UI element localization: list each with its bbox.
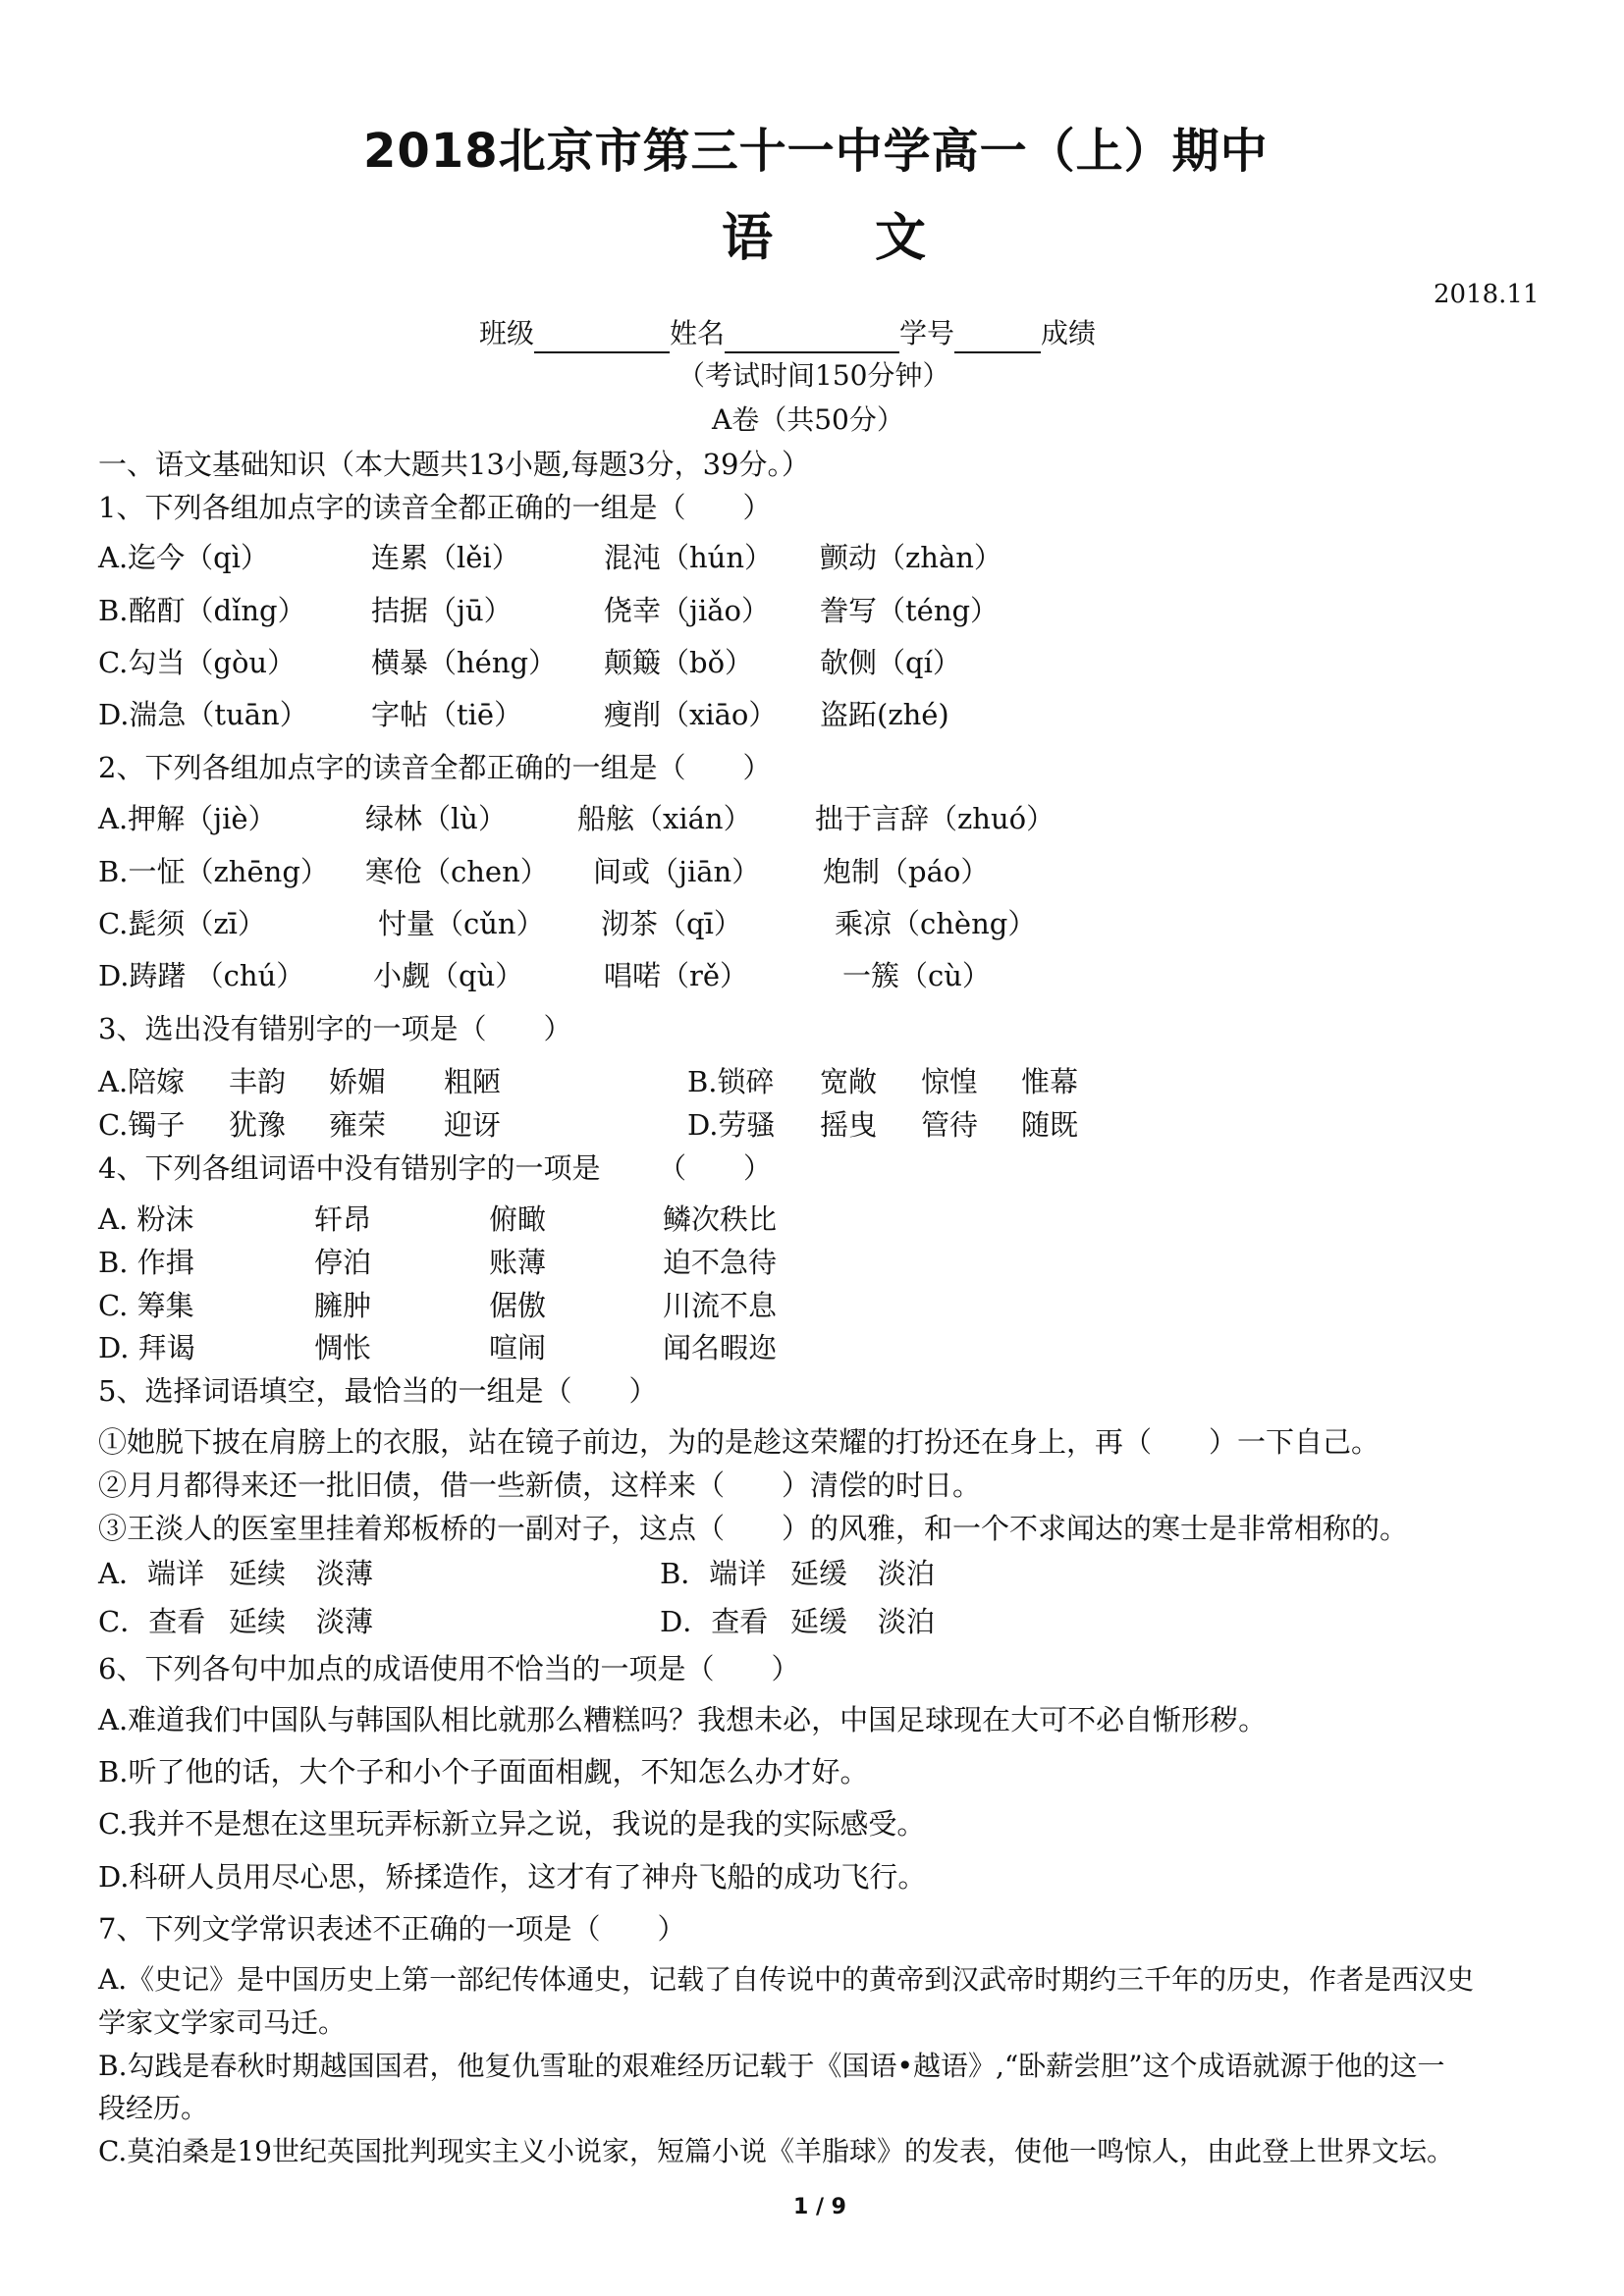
- q5-option-a-3: 淡薄: [316, 1557, 374, 1590]
- q2-d-1: D.踌躇 （chú）: [98, 959, 305, 992]
- q4-b-1: B. 作揖: [98, 1246, 194, 1279]
- q5-sentence-3: ③王淡人的医室里挂着郑板桥的一副对子，这点（ ）的风雅，和一个不求闻达的寒士是非常相称的。: [98, 1512, 1409, 1545]
- q5-option-a-1: A．端详: [98, 1557, 204, 1590]
- q3-stem: 3、选出没有错别字的一项是（ ）: [98, 1012, 572, 1045]
- q6-option-a: A.难道我们中国队与韩国队相比就那么糟糕吗？我想未必，中国足球现在大可不必自惭形秽。: [98, 1703, 1268, 1736]
- q6-option-b: B.听了他的话，大个子和小个子面面相觑，不知怎么办才好。: [98, 1755, 869, 1789]
- q5-sentence-2: ②月月都得来还一批旧债，借一些新债，这样来（ ）清偿的时日。: [98, 1468, 982, 1502]
- q7-option-c-line1: C.莫泊桑是19世纪英国批判现实主义小说家，短篇小说《羊脂球》的发表，使他一鸣惊人，由此登上世界文坛。: [98, 2135, 1454, 2167]
- q2-b-1: B.一怔（zhēng）: [98, 855, 329, 888]
- student-id-blank: [954, 322, 1041, 353]
- q4-a-2: 轩昂: [314, 1202, 372, 1236]
- q2-a-1: A.押解（jiè）: [98, 802, 277, 835]
- q2-b-3: 间或（jiān）: [593, 855, 761, 888]
- q2-d-2: 小觑（qù）: [373, 959, 524, 992]
- exam-title: 2018北京市第三十一中学高一（上）期中: [363, 124, 1269, 179]
- q1-a-4: 颤动（zhàn）: [820, 541, 1002, 574]
- q2-b-2: 寒伧（chen）: [365, 855, 549, 888]
- q2-c-4: 乘凉（chèng）: [835, 907, 1037, 940]
- q7-option-a-line2: 学家文学家司马迁。: [98, 2006, 347, 2039]
- student-info-line: [479, 314, 1096, 353]
- q5-option-d-1: D．查看: [660, 1605, 769, 1638]
- q3-row1-7: 惊惶: [921, 1065, 979, 1098]
- q4-a-4: 鳞次秩比: [663, 1202, 778, 1236]
- q3-row1-6: 宽敞: [820, 1065, 878, 1098]
- q4-d-4: 闻名暇迩: [663, 1331, 778, 1364]
- q2-d-3: 唱喏（rě）: [604, 959, 749, 992]
- q1-a-1: A.迄今（qì）: [98, 541, 270, 574]
- q3-row1-5: B.锁碎: [687, 1065, 775, 1098]
- q4-a-1: A. 粉沫: [98, 1202, 194, 1236]
- q3-row2-3: 雍荣: [329, 1108, 387, 1142]
- q3-row1-4: 粗陋: [444, 1065, 502, 1098]
- q4-a-3: 俯瞰: [489, 1202, 547, 1236]
- q4-c-1: C. 筹集: [98, 1289, 194, 1322]
- q3-row2-5: D.劳骚: [687, 1108, 776, 1142]
- q1-c-3: 颠簸（bǒ）: [604, 646, 754, 679]
- q5-option-c-3: 淡薄: [316, 1605, 374, 1638]
- q2-c-2: 忖量（cǔn）: [378, 907, 545, 940]
- name-label: 姓名: [670, 317, 726, 349]
- name-blank: [725, 322, 899, 353]
- q6-option-d: D.科研人员用尽心思，矫揉造作，这才有了神舟飞船的成功飞行。: [98, 1860, 927, 1894]
- q1-d-4: 盗跖(zhé): [820, 698, 949, 731]
- q4-stem-paren: （ ）: [658, 1151, 773, 1185]
- q5-option-c-2: 延续: [229, 1605, 287, 1638]
- q5-option-d-2: 延缓: [790, 1605, 848, 1638]
- q2-a-3: 船舷（xián）: [577, 802, 752, 835]
- q1-a-2: 连累（lěi）: [371, 541, 520, 574]
- q4-b-2: 停泊: [314, 1246, 372, 1279]
- score-label: 成绩: [1041, 317, 1097, 349]
- q4-d-2: 惆怅: [314, 1331, 372, 1364]
- q2-c-1: C.髭须（zī）: [98, 907, 266, 940]
- q1-a-3: 混沌（hún）: [604, 541, 774, 574]
- paper-label: A卷（共50分）: [712, 403, 904, 436]
- q1-c-2: 横暴（héng）: [371, 646, 558, 679]
- q1-c-4: 欹侧（qí）: [820, 646, 961, 679]
- q1-c-1: C.勾当（gòu）: [98, 646, 297, 679]
- q6-stem: 6、下列各句中加点的成语使用不恰当的一项是（ ）: [98, 1652, 800, 1685]
- q4-stem: 4、下列各组词语中没有错别字的一项是: [98, 1151, 601, 1185]
- q6-option-c: C.我并不是想在这里玩弄标新立异之说，我说的是我的实际感受。: [98, 1807, 926, 1841]
- q7-stem: 7、下列文学常识表述不正确的一项是（ ）: [98, 1912, 686, 1946]
- class-label: 班级: [479, 317, 535, 349]
- q3-row2-7: 管待: [921, 1108, 979, 1142]
- q1-d-2: 字帖（tiē）: [371, 698, 523, 731]
- q7-option-b-line2: 段经历。: [98, 2092, 209, 2124]
- q4-b-4: 迫不急待: [663, 1246, 778, 1279]
- q5-option-a-2: 延续: [229, 1557, 287, 1590]
- q3-row2-4: 迎讶: [444, 1108, 502, 1142]
- q3-row2-6: 摇曳: [820, 1108, 878, 1142]
- q1-b-1: B.酩酊（dǐng）: [98, 594, 306, 627]
- q3-row1-8: 惟幕: [1021, 1065, 1079, 1098]
- q2-d-4: 一簇（cù）: [842, 959, 991, 992]
- exam-date: 2018.11: [1434, 280, 1540, 309]
- q5-option-b-1: B．端详: [660, 1557, 767, 1590]
- q2-b-4: 炮制（páo）: [823, 855, 990, 888]
- q4-d-1: D. 拜谒: [98, 1331, 195, 1364]
- subject-title: 语 文: [722, 209, 927, 268]
- section-heading: 一、语文基础知识（本大题共13小题,每题3分，39分。）: [98, 448, 810, 481]
- q5-option-b-3: 淡泊: [878, 1557, 936, 1590]
- q1-b-3: 侥幸（jiǎo）: [604, 594, 771, 627]
- q7-option-a-line1: A.《史记》是中国历史上第一部纪传体通史，记载了自传说中的黄帝到汉武帝时期约三千年的历史，作者是西汉史: [98, 1963, 1475, 1996]
- class-blank: [534, 322, 670, 353]
- q3-row1-2: 丰韵: [229, 1065, 287, 1098]
- q5-option-b-2: 延缓: [790, 1557, 848, 1590]
- q3-row2-2: 犹豫: [229, 1108, 287, 1142]
- q4-d-3: 喧闹: [489, 1331, 547, 1364]
- q1-b-4: 誊写（téng）: [820, 594, 1000, 627]
- q1-stem: 1、下列各组加点字的读音全都正确的一组是（ ）: [98, 491, 772, 524]
- q5-stem: 5、选择词语填空，最恰当的一组是（ ）: [98, 1374, 658, 1408]
- q2-a-4: 拙于言辞（zhuó）: [815, 802, 1056, 835]
- q2-a-2: 绿林（lù）: [365, 802, 507, 835]
- q2-stem: 2、下列各组加点字的读音全都正确的一组是（ ）: [98, 751, 772, 784]
- q1-d-3: 瘦削（xiāo）: [604, 698, 778, 731]
- q4-c-4: 川流不息: [663, 1289, 778, 1322]
- q7-option-b-line1: B.勾践是春秋时期越国国君，他复仇雪耻的艰难经历记载于《国语•越语》,“卧薪尝胆”这个成语就源于他的这一: [98, 2050, 1445, 2082]
- page-number: 1 / 9: [793, 2195, 846, 2219]
- q5-option-d-3: 淡泊: [878, 1605, 936, 1638]
- q5-sentence-1: ①她脱下披在肩膀上的衣服，站在镜子前边，为的是趁这荣耀的打扮还在身上，再（ ）一下自己。: [98, 1425, 1380, 1459]
- q3-row1-3: 娇媚: [329, 1065, 387, 1098]
- q2-c-3: 沏茶（qī）: [601, 907, 742, 940]
- q1-b-2: 拮据（jū）: [371, 594, 513, 627]
- q4-b-3: 账薄: [489, 1246, 547, 1279]
- q1-d-1: D.湍急（tuān）: [98, 698, 308, 731]
- q4-c-2: 臃肿: [314, 1289, 372, 1322]
- q4-c-3: 倨傲: [489, 1289, 547, 1322]
- exam-time: （考试时间150分钟）: [677, 359, 950, 392]
- q3-row2-8: 随既: [1021, 1108, 1079, 1142]
- student-id-label: 学号: [899, 317, 955, 349]
- q3-row2-1: C.镯子: [98, 1108, 186, 1142]
- q5-option-c-1: C．查看: [98, 1605, 206, 1638]
- q3-row1-1: A.陪嫁: [98, 1065, 186, 1098]
